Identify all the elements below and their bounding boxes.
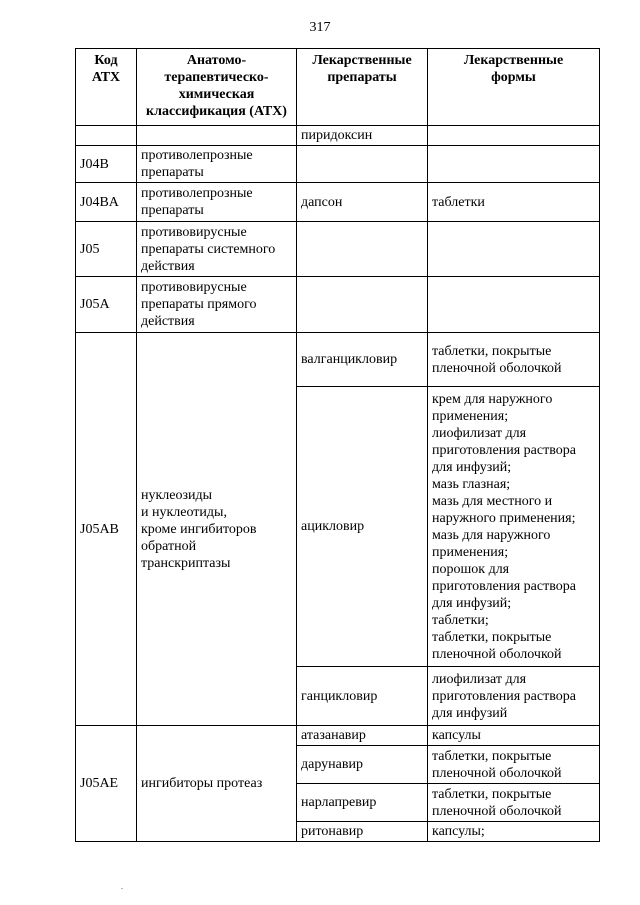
cell-drug: нарлапревир: [297, 784, 428, 822]
cell-drug: валганцикловир: [297, 333, 428, 387]
header-classification: Анатомо- терапевтическо- химическая классификация (АТХ): [137, 49, 297, 126]
cell-drug: ганцикловир: [297, 667, 428, 726]
cell-code: J05AB: [76, 333, 137, 726]
header-forms: Лекарственные формы: [428, 49, 600, 126]
cell-drug: [297, 222, 428, 277]
cell-classification: [137, 126, 297, 146]
table-row: [76, 333, 600, 387]
table-row: [76, 726, 600, 746]
cell-classification: противолепрозные препараты: [137, 146, 297, 183]
cell-form: таблетки, покрытые пленочной оболочкой: [428, 784, 600, 822]
cell-form: [428, 126, 600, 146]
cell-code: J05AE: [76, 726, 137, 842]
cell-drug: дарунавир: [297, 746, 428, 784]
cell-code: [76, 126, 137, 146]
table-row: [76, 222, 600, 277]
cell-form: таблетки, покрытые пленочной оболочкой: [428, 746, 600, 784]
cell-drug: ацикловир: [297, 387, 428, 667]
cell-form: капсулы: [428, 726, 600, 746]
cell-form: [428, 222, 600, 277]
cell-classification: противовирусные препараты системного действия: [137, 222, 297, 277]
cell-drug: атазанавир: [297, 726, 428, 746]
table-header-row: [76, 49, 600, 126]
cell-code: J04BA: [76, 183, 137, 222]
cell-form: таблетки, покрытые пленочной оболочкой: [428, 333, 600, 387]
cell-form: [428, 277, 600, 333]
cell-drug: пиридоксин: [297, 126, 428, 146]
scan-speck: .: [121, 882, 123, 891]
table-row: [76, 126, 600, 146]
cell-classification: противовирусные препараты прямого действия: [137, 277, 297, 333]
cell-code: J04B: [76, 146, 137, 183]
atc-classification-table: [75, 48, 600, 842]
cell-drug: дапсон: [297, 183, 428, 222]
cell-form: таблетки: [428, 183, 600, 222]
header-code: Код АТХ: [76, 49, 137, 126]
table-row: [76, 146, 600, 183]
cell-classification: противолепрозные препараты: [137, 183, 297, 222]
page-number: 317: [309, 20, 331, 35]
table-row: [76, 277, 600, 333]
cell-drug: ритонавир: [297, 822, 428, 842]
cell-code: J05A: [76, 277, 137, 333]
cell-form: крем для наружного применения; лиофилизат для приготовления раствора для инфузий; мазь глазная; мазь для местного и наружного применения; мазь для наружного применения; порошок для приготовления раствора для инфузий; таблетки; таблетки, покрытые пленочной оболочкой: [428, 387, 600, 667]
cell-drug: [297, 146, 428, 183]
cell-form: капсулы;: [428, 822, 600, 842]
cell-form: [428, 146, 600, 183]
header-drugs: Лекарственные препараты: [297, 49, 428, 126]
cell-drug: [297, 277, 428, 333]
cell-form: лиофилизат для приготовления раствора для инфузий: [428, 667, 600, 726]
cell-code: J05: [76, 222, 137, 277]
cell-classification: ингибиторы протеаз: [137, 726, 297, 842]
table-row: [76, 183, 600, 222]
cell-classification: нуклеозиды и нуклеотиды, кроме ингибиторов обратной транскриптазы: [137, 333, 297, 726]
